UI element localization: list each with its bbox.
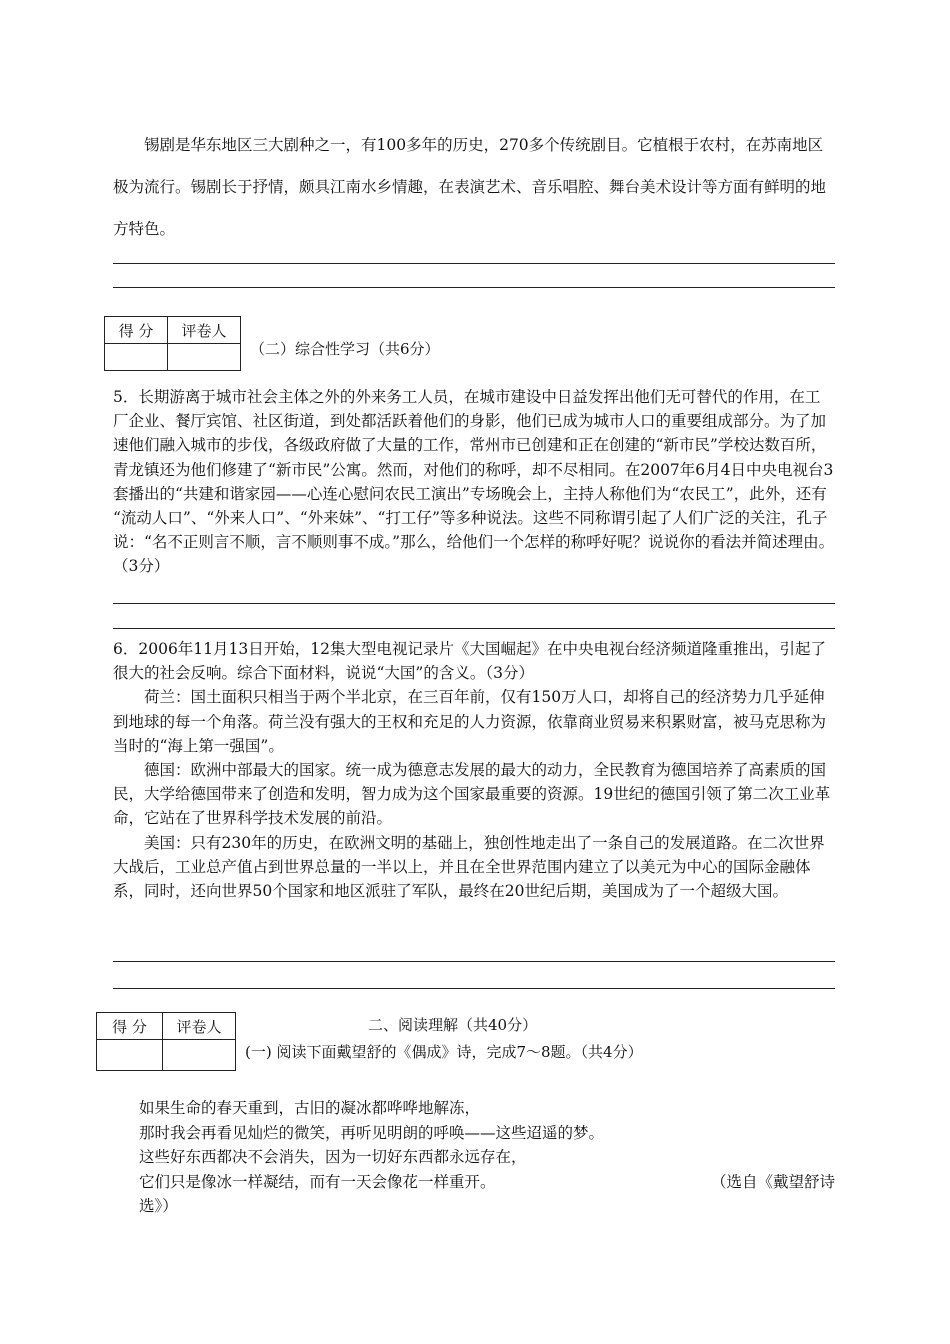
score-label: 得 分 <box>105 317 168 344</box>
question-6 <box>113 637 835 903</box>
poem <box>139 1096 835 1219</box>
score-box <box>96 1012 236 1071</box>
score-box <box>104 316 241 371</box>
intro-paragraph: 锡剧是华东地区三大剧种之一，有100多年的历史，270多个传统剧目。它植根于农村，在苏南地区极为流行。锡剧长于抒情，颇具江南水乡情趣，在表演艺术、音乐唱腔、舞台美术设计等方面有鲜明的地方特色。 <box>113 136 827 238</box>
answer-line <box>113 287 835 288</box>
poem-line: 那时我会再看见灿烂的微笑，再听见明朗的呼唤——这些迢遥的梦。 <box>139 1123 605 1142</box>
answer-line <box>113 263 835 264</box>
poem-line: 如果生命的春天重到，古旧的凝冰都哗哗地解冻， <box>139 1099 481 1117</box>
part-2-title: 二、阅读理解（共40分） <box>368 1016 538 1034</box>
score-cell[interactable] <box>97 1040 163 1071</box>
grader-label: 评卷人 <box>168 317 241 344</box>
subsection-title: (一) 阅读下面戴望舒的《偶成》诗，完成7～8题。（共4分） <box>245 1043 643 1061</box>
material-germany: 德国：欧洲中部最大的国家。统一成为德意志发展的最大的动力，全民教育为德国培养了高素质的国民，大学给德国带来了创造和发明，智力成为这个国家最重要的资源。19世纪的德国引领了第二次工业革命，它站在了世界科学技术发展的前沿。 <box>113 761 831 828</box>
score-label: 得 分 <box>97 1013 163 1040</box>
grader-label: 评卷人 <box>163 1013 236 1040</box>
question-6-intro: 6．2006年11月13日开始，12集大型电视记录片《大国崛起》在中央电视台经济频道隆重推出，引起了很大的社会反响。综合下面材料，说说“大国”的含义。（3分） <box>113 640 826 683</box>
material-netherlands: 荷兰：国土面积只相当于两个半北京，在三百年前，仅有150万人口，却将自己的经济势力几乎延伸到地球的每一个角落。荷兰没有强大的王权和充足的人力资源，依靠商业贸易来积累财富，被马克思称为当时的“海上第一强国”。 <box>113 688 827 755</box>
answer-line <box>113 988 835 989</box>
section-title: （二）综合性学习（共6分） <box>250 340 440 358</box>
poem-line: 它们只是像冰一样凝结，而有一天会像花一样重开。 <box>139 1172 496 1191</box>
answer-line <box>113 628 835 629</box>
answer-line <box>113 961 835 962</box>
question-5: 5．长期游离于城市社会主体之外的外来务工人员，在城市建设中日益发挥出他们无可替代的作用，在工厂企业、餐厅宾馆、社区街道，到处都活跃着他们的身影，他们已成为城市人口的重要组成部分。为了加速他们融入城市的步伐，各级政府做了大量的工作，常州市已创建和正在创建的“新市民”学校达数百所，青龙镇还为他们修建了“新市民”公寓。然而，对他们的称呼，却不尽相同。在2007年6月4日中央电视台3套播出的“共建和谐家园——心连心慰问农民工演出”专场晚会上，主持人称他们为“农民工”，此外，还有 “流动人口”、“外来人口”、“外来妹”、“打工仔”等多种说法。这些不同称谓引起了人们广泛的关注，孔子说：“名不正则言不顺，言不顺则事不成。”那么，给他们一个怎样的称呼好呢？说说你的看法并简述理由。（3分） <box>113 388 835 576</box>
poem-source: （选自《戴望舒诗 <box>710 1172 835 1191</box>
score-cell[interactable] <box>105 344 168 371</box>
grader-cell[interactable] <box>168 344 241 371</box>
grader-cell[interactable] <box>163 1040 236 1071</box>
poem-source-cont: 选》） <box>139 1197 178 1215</box>
material-usa: 美国：只有230年的历史，在欧洲文明的基础上，独创性地走出了一条自己的发展道路。在二次世界大战后，工业总产值占到世界总量的一半以上，并且在全世界范围内建立了以美元为中心的国际金融体系，同时，还向世界50个国家和地区派驻了军队，最终在20世纪后期，美国成为了一个超级大国。 <box>113 833 825 901</box>
answer-line <box>113 603 835 604</box>
poem-line: 这些好东西都决不会消失，因为一切好东西都永远存在， <box>139 1148 527 1166</box>
